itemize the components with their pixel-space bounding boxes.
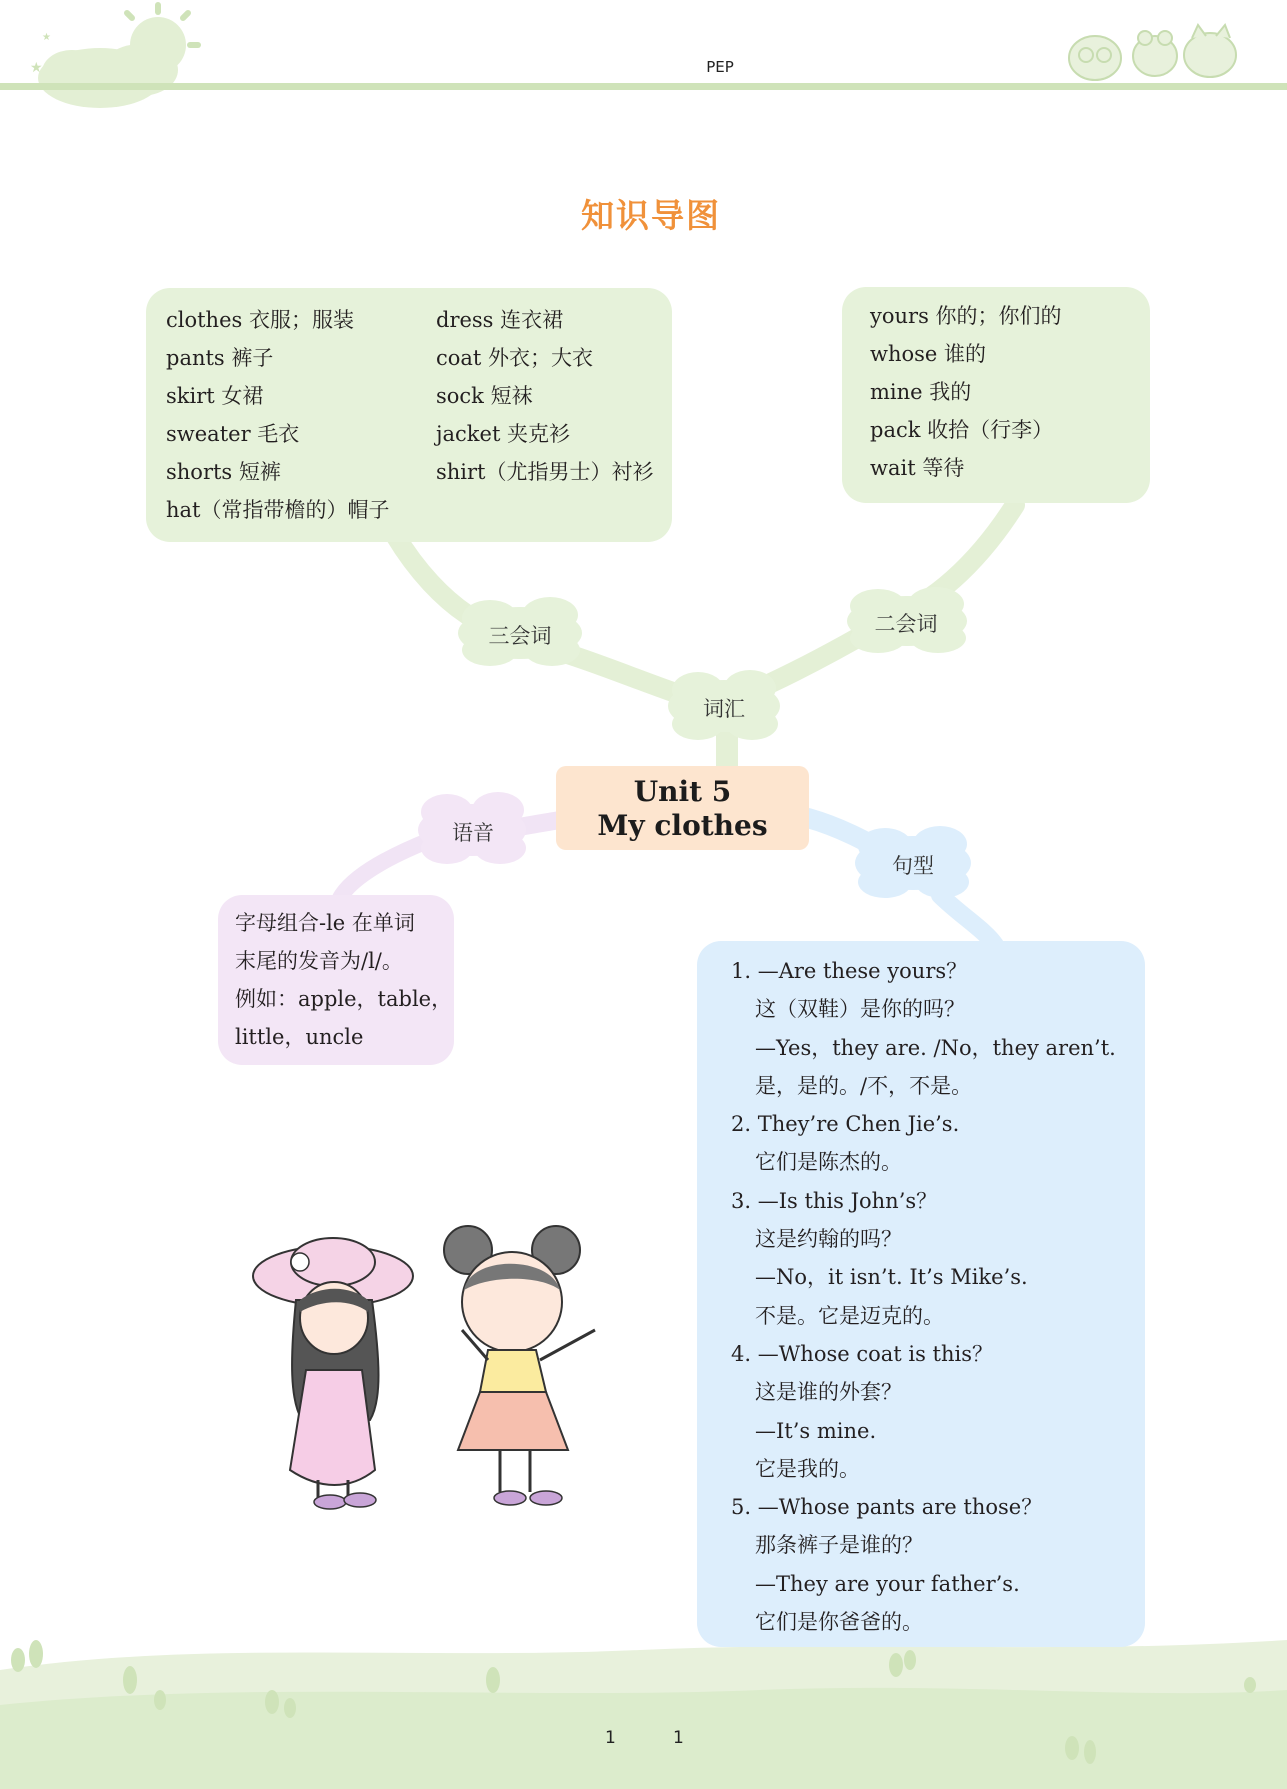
three-skill-left-column xyxy=(166,301,389,529)
vocab-item: wait 等待 xyxy=(870,456,965,480)
sentence-list xyxy=(731,952,1116,1641)
vocab-item: jacket 夹克衫 xyxy=(436,422,571,446)
vocab-item: mine 我的 xyxy=(870,380,972,404)
vocab-item: whose 谁的 xyxy=(870,342,987,366)
three-skill-words-box xyxy=(146,288,672,542)
sentence-line: 它们是陈杰的。 xyxy=(755,1150,902,1175)
sentence-line: 不是。它是迈克的。 xyxy=(755,1303,944,1328)
vocab-item: sweater 毛衣 xyxy=(166,422,300,446)
two-skill-words-box xyxy=(842,287,1150,503)
sentence-line: 这（双鞋）是你的吗？ xyxy=(755,997,965,1022)
sentence-line: 它是我的。 xyxy=(755,1456,860,1481)
phonics-line: 例如：apple，table， xyxy=(235,987,453,1011)
sentence-line: —No，it isn’t. It’s Mike’s. xyxy=(755,1265,1028,1290)
sentence-line: —They are your father’s. xyxy=(755,1571,1020,1596)
branch-label-two-skill: 二会词 xyxy=(874,612,938,636)
page-number-right: 1 xyxy=(673,1728,684,1748)
phonics-text xyxy=(235,904,452,1056)
unit-name: My clothes xyxy=(597,809,768,842)
vocab-item: shirt（尤指男士）衬衫 xyxy=(436,460,654,484)
unit-number: Unit 5 xyxy=(633,775,732,808)
sentence-line: 是，是的。/不，不是。 xyxy=(755,1073,973,1098)
sentence-line: 4. —Whose coat is this？ xyxy=(731,1341,994,1366)
phonics-line: little，uncle xyxy=(235,1025,364,1049)
sentence-line: 这是谁的外套？ xyxy=(755,1380,902,1405)
sentence-line: 2. They’re Chen Jie’s. xyxy=(731,1112,960,1137)
sentence-line: 这是约翰的吗？ xyxy=(755,1227,902,1252)
header-label: PEP xyxy=(706,58,734,76)
sentence-line: 3. —Is this John’s？ xyxy=(731,1188,938,1213)
sentence-line: —It’s mine. xyxy=(755,1418,877,1443)
svg-text:★: ★ xyxy=(30,60,43,76)
vocab-item: skirt 女裙 xyxy=(166,384,264,408)
vocab-item: sock 短袜 xyxy=(436,384,533,408)
phonics-box xyxy=(218,895,454,1065)
animal-faces-icon xyxy=(1069,25,1236,80)
branch-label-sentences: 句型 xyxy=(892,854,934,878)
two-skill-column xyxy=(870,297,1062,487)
sun-cloud-icon xyxy=(30,5,198,108)
sentence-line: 1. —Are these yours？ xyxy=(731,959,968,983)
sentence-line: —Yes，they are. /No，they aren’t. xyxy=(755,1035,1116,1060)
vocab-item: hat（常指带檐的）帽子 xyxy=(166,498,390,522)
phonics-line: 末尾的发音为/l/。 xyxy=(235,949,403,973)
three-skill-right-column xyxy=(436,301,654,491)
sentence-line: 它们是你爸爸的。 xyxy=(755,1610,923,1635)
vocab-item: pants 裤子 xyxy=(166,346,274,370)
vocab-item: pack 收拾（行李） xyxy=(870,418,1054,442)
vocab-item: coat 外衣；大衣 xyxy=(436,346,594,370)
two-girls-illustration xyxy=(253,1226,595,1509)
vocab-item: dress 连衣裙 xyxy=(436,308,564,332)
svg-text:★: ★ xyxy=(42,32,51,43)
branch-label-vocab: 词汇 xyxy=(703,697,745,721)
sentence-patterns-box xyxy=(697,941,1145,1647)
vocab-item: clothes 衣服；服装 xyxy=(166,308,354,332)
branch-label-three-skill: 三会词 xyxy=(488,624,552,648)
vocab-item: yours 你的；你们的 xyxy=(870,304,1062,328)
page-title: 知识导图 xyxy=(581,196,721,235)
sentence-line: 那条裤子是谁的？ xyxy=(755,1533,923,1558)
unit-title-box xyxy=(556,766,809,850)
footer-hills xyxy=(0,1640,1287,1789)
phonics-line: 字母组合-le 在单词 xyxy=(235,911,415,935)
vocab-item: shorts 短裤 xyxy=(166,460,281,484)
branch-label-phonics: 语音 xyxy=(452,821,494,845)
sentence-line: 5. —Whose pants are those？ xyxy=(731,1495,1043,1520)
page-number-left: 1 xyxy=(605,1728,616,1748)
header-rule xyxy=(0,83,1287,90)
